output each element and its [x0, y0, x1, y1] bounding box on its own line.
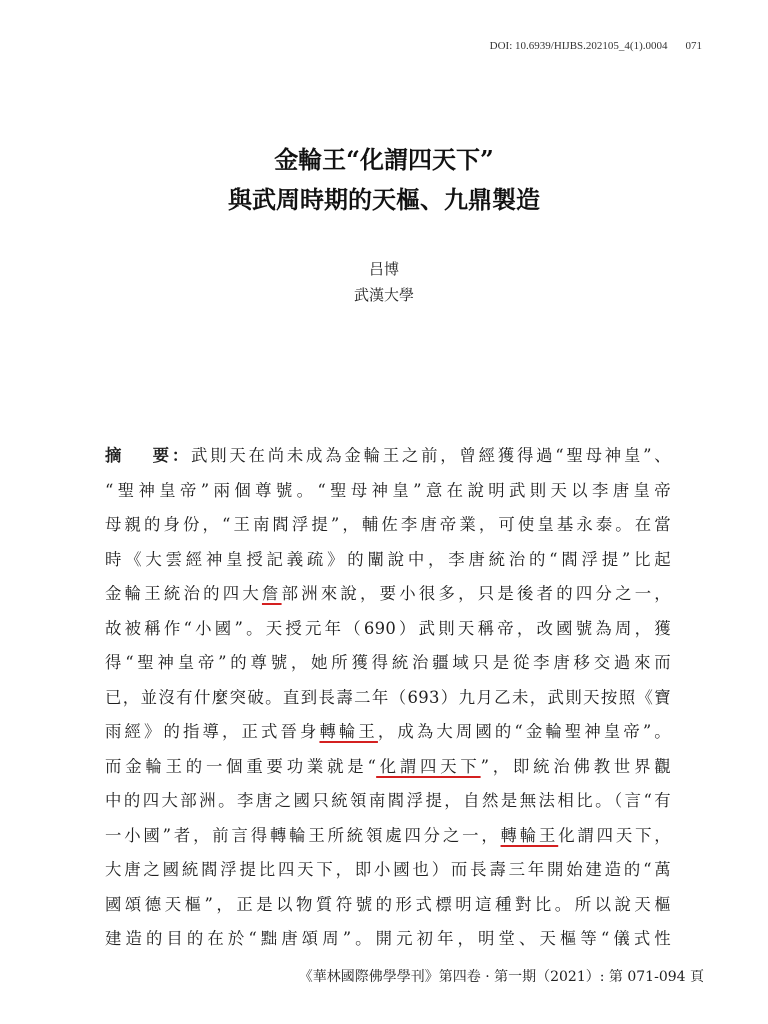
abstract-line: 摘 要：武則天在尚未成為金輪王之前，曾經獲得過“聖母神皇”、 — [105, 446, 671, 465]
author-name: 吕博 — [368, 260, 399, 278]
paper-title — [0, 140, 768, 220]
author-affiliation: 武漢大學 — [353, 286, 414, 304]
abstract-line: 雨經》的指導，正式晉身轉輪王，成為大周國的“金輪聖神皇帝”。 — [105, 722, 671, 741]
abstract-line: 故被稱作“小國”。天授元年（690）武則天稱帝，改國號為周，獲 — [105, 618, 671, 638]
underlined-term: 轉輪王 — [319, 722, 378, 741]
underlined-term: 化謂四天下 — [376, 756, 481, 776]
title-line-2: 與武周時期的天樞、九鼎製造 — [228, 185, 540, 214]
abstract-line: 中的四大部洲。李唐之國只統領南閻浮提，自然是無法相比。（言“有 — [105, 791, 671, 810]
abstract-line: 時《大雲經神皇授記義疏》的闡說中，李唐統治的“閻浮提”比起 — [105, 549, 671, 569]
abstract-label: 摘 要： — [105, 446, 192, 465]
abstract-line: “聖神皇帝”兩個尊號。“聖母神皇”意在說明武則天以李唐皇帝 — [105, 480, 671, 500]
doi-text: DOI: 10.6939/HIJBS.202105_4(1).0004 — [489, 40, 668, 52]
abstract-line: 得“聖神皇帝”的尊號，她所獲得統治疆域只是從李唐移交過來而 — [105, 653, 671, 672]
author-block — [0, 256, 768, 308]
abstract-line: 一小國”者，前言得轉輪王所統領處四分之一，轉輪王化謂四天下， — [105, 825, 671, 845]
page-number: 071 — [685, 40, 702, 52]
title-line-1: 金輪王“化謂四天下” — [274, 145, 494, 174]
doi-header — [490, 40, 702, 52]
abstract-line: 國頌德天樞”，正是以物質符號的形式標明這種對比。所以說天樞 — [105, 894, 671, 914]
abstract-line: 而金輪王的一個重要功業就是“化謂四天下”，即統治佛教世界觀 — [105, 756, 671, 776]
abstract-line: 大唐之國統閻浮提比四天下，即小國也）而長壽三年開始建造的“萬 — [105, 860, 671, 879]
underlined-term: 詹 — [261, 584, 282, 603]
underlined-term: 轉輪王 — [500, 825, 559, 845]
abstract-line: 已，並沒有什麼突破。直到長壽二年（693）九月乙未，武則天按照《寶 — [105, 687, 671, 707]
abstract-line: 建造的目的在於“黜唐頌周”。開元初年，明堂、天樞等“儀式性 — [105, 929, 671, 948]
journal-citation: 《華林國際佛學學刊》第四卷 · 第一期（2021）: 第 071-094 頁 — [298, 969, 704, 985]
abstract — [105, 439, 671, 957]
abstract-line: 母親的身份，“王南閻浮提”，輔佐李唐帝業，可使皇基永泰。在當 — [105, 515, 671, 534]
abstract-line: 金輪王統治的四大詹部洲來說，要小很多，只是後者的四分之一， — [105, 584, 672, 603]
